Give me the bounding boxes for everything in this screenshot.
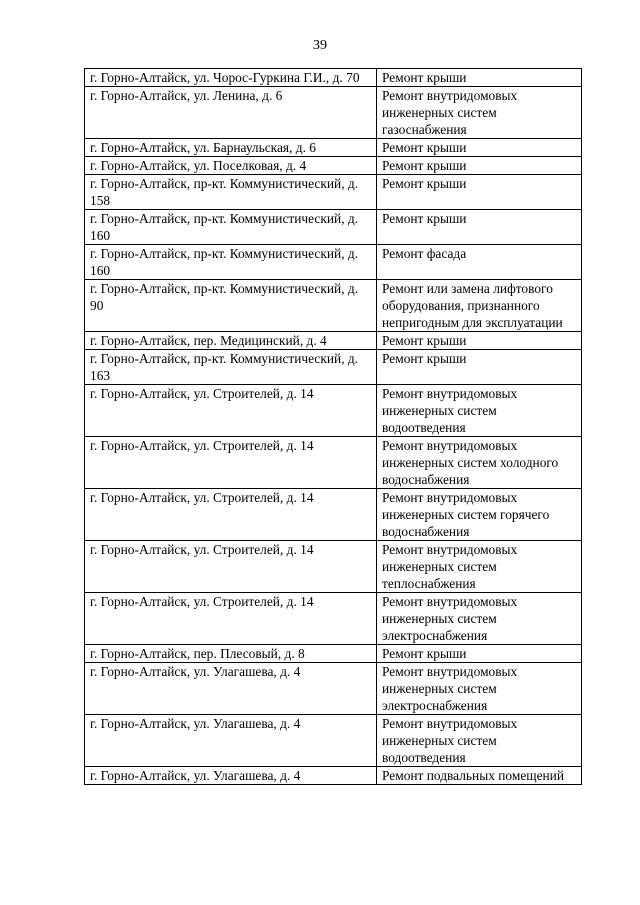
table-row bbox=[85, 385, 582, 437]
work-type-cell: Ремонт внутридомовых инженерных систем газоснабжения bbox=[377, 87, 582, 139]
table-row bbox=[85, 332, 582, 350]
table-row bbox=[85, 645, 582, 663]
work-type-cell: Ремонт внутридомовых инженерных систем холодного водоснабжения bbox=[377, 437, 582, 489]
work-type-cell: Ремонт внутридомовых инженерных систем водоотведения bbox=[377, 715, 582, 767]
address-cell: г. Горно-Алтайск, ул. Улагашева, д. 4 bbox=[85, 663, 377, 715]
table-row bbox=[85, 437, 582, 489]
table-row bbox=[85, 593, 582, 645]
works-table bbox=[84, 68, 582, 785]
address-cell: г. Горно-Алтайск, пр-кт. Коммунистический, д. 160 bbox=[85, 210, 377, 245]
table-row bbox=[85, 139, 582, 157]
table-row bbox=[85, 87, 582, 139]
work-type-cell: Ремонт крыши bbox=[377, 645, 582, 663]
address-cell: г. Горно-Алтайск, ул. Строителей, д. 14 bbox=[85, 541, 377, 593]
table-row bbox=[85, 210, 582, 245]
address-cell: г. Горно-Алтайск, ул. Улагашева, д. 4 bbox=[85, 715, 377, 767]
table-row bbox=[85, 489, 582, 541]
address-cell: г. Горно-Алтайск, ул. Поселковая, д. 4 bbox=[85, 157, 377, 175]
work-type-cell: Ремонт внутридомовых инженерных систем электроснабжения bbox=[377, 663, 582, 715]
page-number: 39 bbox=[313, 38, 327, 53]
table-row bbox=[85, 245, 582, 280]
work-type-cell: Ремонт крыши bbox=[377, 175, 582, 210]
table-row bbox=[85, 157, 582, 175]
work-type-cell: Ремонт крыши bbox=[377, 210, 582, 245]
table-row bbox=[85, 541, 582, 593]
table-row bbox=[85, 663, 582, 715]
table-row bbox=[85, 767, 582, 785]
address-cell: г. Горно-Алтайск, ул. Строителей, д. 14 bbox=[85, 489, 377, 541]
work-type-cell: Ремонт внутридомовых инженерных систем теплоснабжения bbox=[377, 541, 582, 593]
address-cell: г. Горно-Алтайск, пер. Медицинский, д. 4 bbox=[85, 332, 377, 350]
work-type-cell: Ремонт подвальных помещений bbox=[377, 767, 582, 785]
table-row bbox=[85, 280, 582, 332]
table-row bbox=[85, 69, 582, 87]
address-cell: г. Горно-Алтайск, ул. Строителей, д. 14 bbox=[85, 437, 377, 489]
work-type-cell: Ремонт внутридомовых инженерных систем электроснабжения bbox=[377, 593, 582, 645]
address-cell: г. Горно-Алтайск, ул. Улагашева, д. 4 bbox=[85, 767, 377, 785]
address-cell: г. Горно-Алтайск, пер. Плесовый, д. 8 bbox=[85, 645, 377, 663]
address-cell: г. Горно-Алтайск, ул. Строителей, д. 14 bbox=[85, 385, 377, 437]
work-type-cell: Ремонт фасада bbox=[377, 245, 582, 280]
work-type-cell: Ремонт крыши bbox=[377, 350, 582, 385]
table-row bbox=[85, 715, 582, 767]
work-type-cell: Ремонт крыши bbox=[377, 157, 582, 175]
address-cell: г. Горно-Алтайск, пр-кт. Коммунистический, д. 90 bbox=[85, 280, 377, 332]
address-cell: г. Горно-Алтайск, пр-кт. Коммунистический, д. 158 bbox=[85, 175, 377, 210]
address-cell: г. Горно-Алтайск, ул. Ленина, д. 6 bbox=[85, 87, 377, 139]
address-cell: г. Горно-Алтайск, ул. Чорос-Гуркина Г.И., д. 70 bbox=[85, 69, 377, 87]
table-row bbox=[85, 175, 582, 210]
table-row bbox=[85, 350, 582, 385]
work-type-cell: Ремонт крыши bbox=[377, 69, 582, 87]
address-cell: г. Горно-Алтайск, ул. Строителей, д. 14 bbox=[85, 593, 377, 645]
work-type-cell: Ремонт внутридомовых инженерных систем горячего водоснабжения bbox=[377, 489, 582, 541]
address-cell: г. Горно-Алтайск, ул. Барнаульская, д. 6 bbox=[85, 139, 377, 157]
address-cell: г. Горно-Алтайск, пр-кт. Коммунистический, д. 163 bbox=[85, 350, 377, 385]
work-type-cell: Ремонт крыши bbox=[377, 332, 582, 350]
address-cell: г. Горно-Алтайск, пр-кт. Коммунистический, д. 160 bbox=[85, 245, 377, 280]
work-type-cell: Ремонт внутридомовых инженерных систем водоотведения bbox=[377, 385, 582, 437]
work-type-cell: Ремонт или замена лифтового оборудования, признанного непригодным для эксплуатации bbox=[377, 280, 582, 332]
work-type-cell: Ремонт крыши bbox=[377, 139, 582, 157]
